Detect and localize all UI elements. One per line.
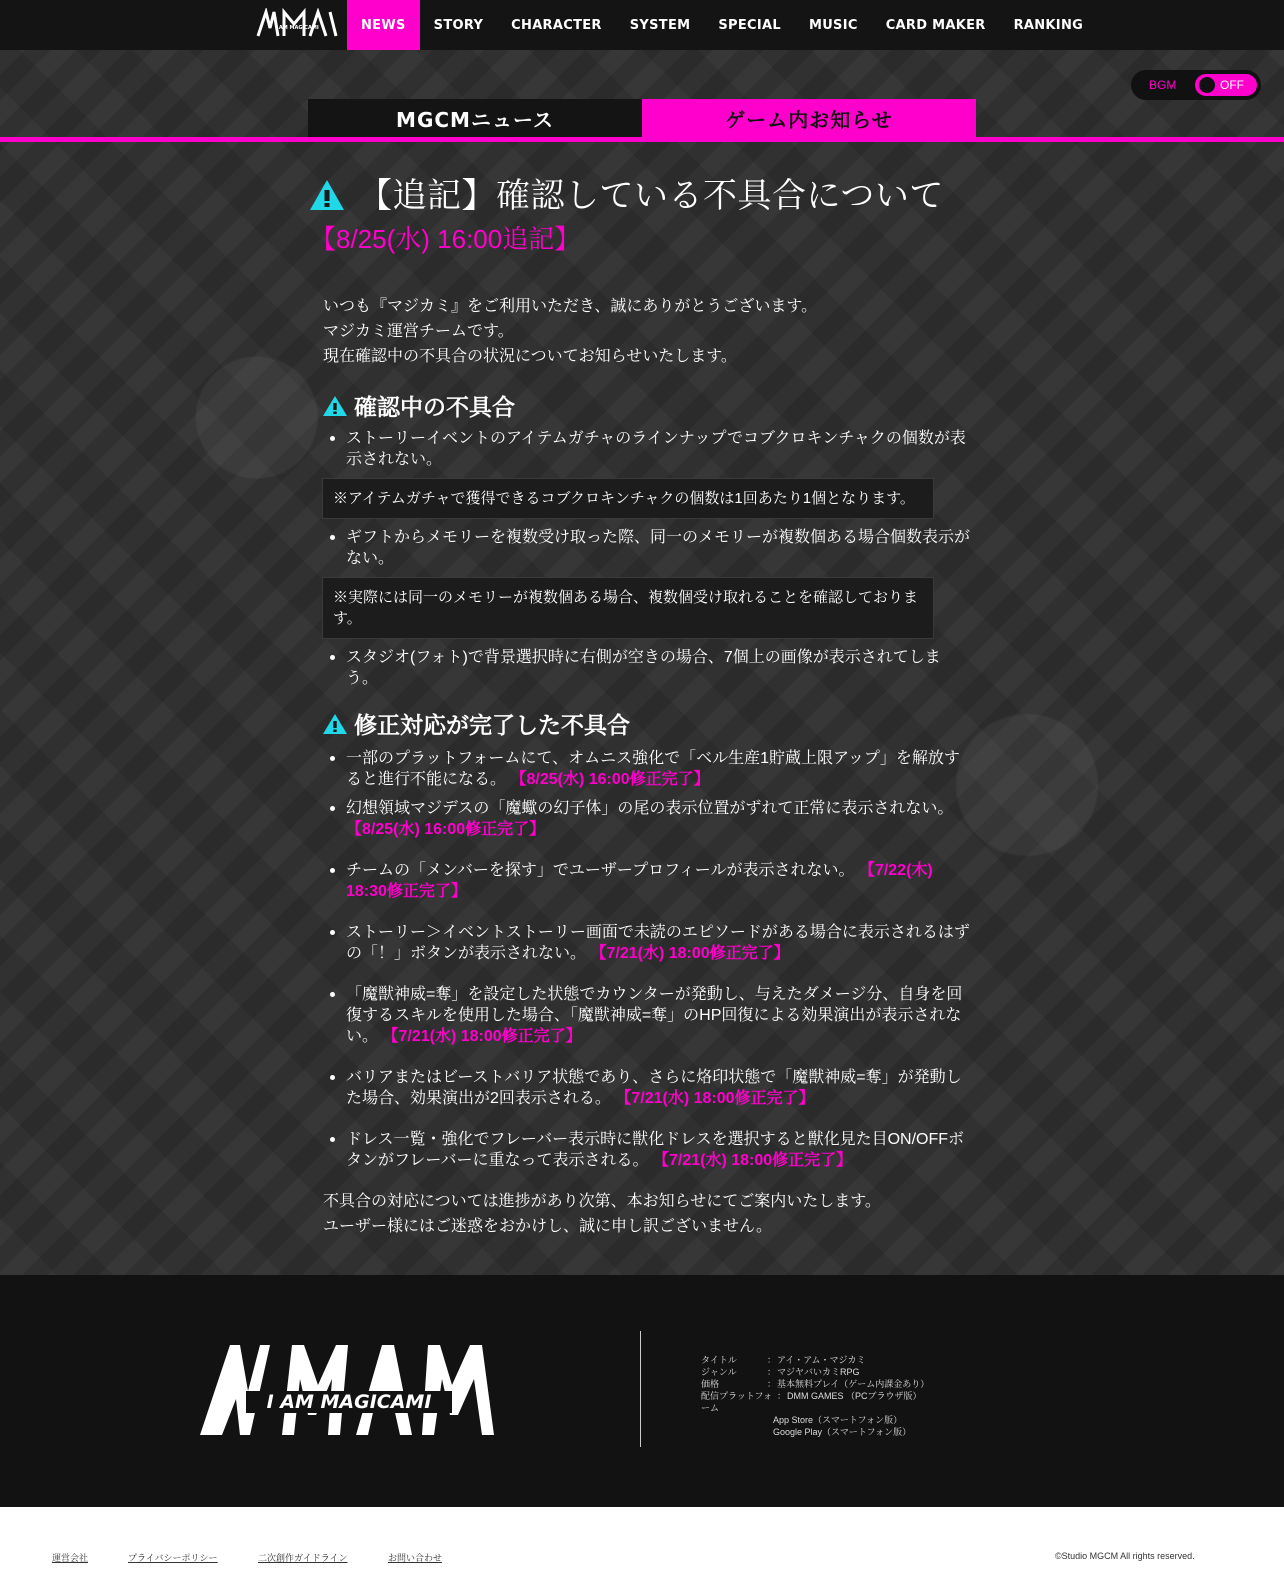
info-value: DMM GAMES （PCブラウザ版） <box>787 1391 922 1401</box>
list-item <box>330 1067 970 1109</box>
investigating-list <box>330 428 970 470</box>
main-nav <box>347 0 1097 50</box>
bgm-toggle[interactable] <box>1195 74 1257 96</box>
site-header <box>0 0 1284 50</box>
bgm-control <box>1131 70 1261 100</box>
list-item <box>330 748 970 790</box>
tab-ingame-notice[interactable]: ゲーム内お知らせ <box>642 99 976 137</box>
fix-status-tag: 【8/25(水) 16:00修正完了】 <box>346 821 546 838</box>
bgm-state: OFF <box>1220 78 1244 92</box>
nav-special[interactable]: SPECIAL <box>718 17 781 33</box>
item-text: ストーリー＞イベントストーリー画面で未読のエピソードがある場合に表示されるはずの「！」ボタンが表示されない。 <box>346 924 970 962</box>
footer-divider <box>640 1331 641 1447</box>
nav-ranking[interactable]: RANKING <box>1013 17 1084 33</box>
intro-line: 現在確認中の不具合の状況についてお知らせいたします。 <box>323 348 737 365</box>
footer-logo <box>196 1339 498 1439</box>
info-sep: ： <box>767 1379 777 1389</box>
investigating-list <box>330 647 970 689</box>
article-title: 【追記】確認している不具合について <box>358 177 944 215</box>
tab-mgcm-news[interactable]: MGCMニュース <box>308 99 642 137</box>
section-title: 確認中の不具合 <box>354 394 515 420</box>
fixed-list <box>330 748 970 1171</box>
info-key: ジャンル <box>701 1367 737 1377</box>
article-intro <box>323 294 978 369</box>
game-info <box>701 1354 929 1438</box>
item-text: チームの「メンバーを探す」でユーザープロフィールが表示されない。 <box>346 862 855 879</box>
info-value: マジヤバいカミRPG <box>777 1367 860 1377</box>
info-sep: ： <box>777 1391 787 1401</box>
nav-card-maker[interactable]: CARD MAKER <box>885 17 986 33</box>
copyright: ©Studio MGCM All rights reserved. <box>1055 1551 1195 1561</box>
info-key: タイトル <box>701 1355 737 1365</box>
list-item <box>330 984 970 1047</box>
item-text: ドレス一覧・強化でフレーバー表示時に獣化ドレスを選択すると獣化見た目ON/OFFボタンがフレーバーに重なって表示される。 <box>346 1131 965 1169</box>
section-title: 修正対応が完了した不具合 <box>354 712 630 738</box>
footer-logo-text: I AM MAGICAMI <box>266 1391 432 1413</box>
info-value: App Store（スマートフォン版） <box>773 1415 903 1425</box>
list-item: ギフトからメモリーを複数受け取った際、同一のメモリーが複数個ある場合個数表示がない。 <box>330 527 970 569</box>
link-fan-guideline[interactable]: 二次創作ガイドライン <box>258 1553 348 1563</box>
link-company[interactable]: 運営会社 <box>52 1553 89 1563</box>
item-text: 幻想領域マジデスの「魔蠍の幻子体」の尾の表示位置がずれて正常に表示されない。 <box>346 800 954 817</box>
intro-line: マジカミ運営チームです。 <box>323 323 514 340</box>
bgm-toggle-knob <box>1199 77 1215 93</box>
info-value: 基本無料プレイ（ゲーム内課金あり） <box>777 1379 930 1389</box>
intro-line: いつも『マジカミ』をご利用いただき、誠にありがとうございます。 <box>323 298 818 315</box>
nav-character[interactable]: CHARACTER <box>511 17 602 33</box>
info-row <box>701 1426 929 1438</box>
news-tabs <box>308 99 976 137</box>
list-item <box>330 1129 970 1171</box>
closing-line: ユーザー様にはご迷惑をおかけし、誠に申し訳ございません。 <box>323 1218 772 1235</box>
note-box: ※実際には同一のメモリーが複数個ある場合、複数個受け取れることを確認しております。 <box>322 577 934 639</box>
footer <box>0 1275 1284 1507</box>
article-title-row <box>308 168 978 217</box>
nav-system[interactable]: SYSTEM <box>629 17 691 33</box>
list-item <box>330 922 970 964</box>
fix-status-tag: 【8/25(水) 16:00修正完了】 <box>510 771 710 788</box>
fix-status-tag: 【7/21(水) 18:00修正完了】 <box>590 945 790 962</box>
item-text: 一部のプラットフォームにて、オムニス強化で「ベル生産1貯蔵上限アップ」を解放すると進行不能になる。 <box>346 750 960 788</box>
article-update-date: 【8/25(水) 16:00追記】 <box>310 224 581 254</box>
fix-status-tag: 【7/21(水) 18:00修正完了】 <box>382 1028 582 1045</box>
nav-story[interactable]: STORY <box>433 17 484 33</box>
info-row <box>701 1354 929 1366</box>
tab-underline <box>0 137 1284 142</box>
closing-line: 不具合の対応については進捗があり次第、本お知らせにてご案内いたします。 <box>323 1193 881 1210</box>
info-key: 配信プラットフォーム <box>701 1391 773 1413</box>
article-closing <box>323 1189 978 1239</box>
link-privacy-policy[interactable]: プライバシーポリシー <box>128 1553 218 1563</box>
list-item <box>330 798 970 840</box>
section-investigating-head <box>322 389 978 422</box>
svg-text:I AM MAGICAMI: I AM MAGICAMI <box>275 25 319 31</box>
info-sep: ： <box>767 1355 777 1365</box>
list-item <box>330 860 970 902</box>
nav-music[interactable]: MUSIC <box>808 17 858 33</box>
section-fixed-head <box>322 707 978 740</box>
list-item: スタジオ(フォト)で背景選択時に右側が空きの場合、7個上の画像が表示されてしまう。 <box>330 647 970 689</box>
info-row <box>701 1366 929 1378</box>
investigating-list <box>330 527 970 569</box>
fix-status-tag: 【7/21(水) 18:00修正完了】 <box>653 1152 853 1169</box>
item-text: バリアまたはビーストバリア状態であり、さらに烙印状態で「魔獣神威=奪」が発動した場合、効果演出が2回表示される。 <box>346 1069 962 1107</box>
fix-status-tag: 【7/22(木) 18:30修正完了】 <box>346 862 933 900</box>
info-row <box>701 1414 929 1426</box>
info-key: 価格 <box>701 1379 720 1389</box>
list-item: ストーリーイベントのアイテムガチャのラインナップでコブクロキンチャクの個数が表示されない。 <box>330 428 970 470</box>
info-row <box>701 1378 929 1390</box>
info-value: Google Play（スマートフォン版） <box>773 1427 912 1437</box>
note-box: ※アイテムガチャで獲得できるコブクロキンチャクの個数は1回あたり1個となります。 <box>322 478 934 519</box>
item-text: 「魔獣神威=奪」を設定した状態でカウンターが発動し、与えたダメージ分、自身を回復するスキルを使用した場合、「魔獣神威=奪」のHP回復による効果演出が表示されない。 <box>346 986 963 1045</box>
bgm-label: BGM <box>1149 78 1177 92</box>
site-logo[interactable] <box>256 8 338 40</box>
info-sep: ： <box>767 1367 777 1377</box>
link-contact[interactable]: お問い合わせ <box>388 1553 443 1563</box>
warning-icon <box>322 395 348 417</box>
article <box>308 168 978 1239</box>
info-value: アイ・アム・マジカミ <box>777 1355 866 1365</box>
warning-icon <box>322 713 348 735</box>
footer-links-bar <box>0 1507 1284 1595</box>
warning-icon <box>308 178 346 212</box>
info-row <box>701 1390 929 1414</box>
fix-status-tag: 【7/21(水) 18:00修正完了】 <box>615 1090 815 1107</box>
nav-news[interactable]: NEWS <box>347 0 420 50</box>
